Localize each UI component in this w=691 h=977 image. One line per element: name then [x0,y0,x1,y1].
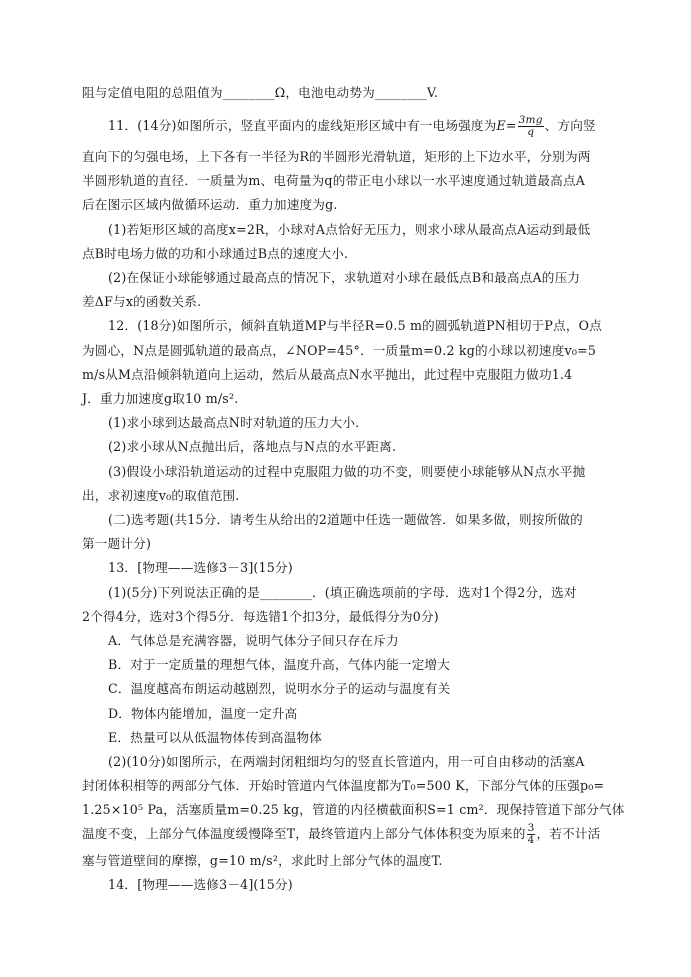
option-e: E．热量可以从低温物体传到高温物体 [108,730,323,745]
text-line: (1)若矩形区域的高度x=2R，小球对A点恰好无压力，则求小球从最高点A运动到最低 [108,222,591,237]
text-segment: 11．(14分)如图所示，竖直平面内的虚线矩形区域中有一电场强度为 [108,118,497,133]
fraction-numerator: 3 [527,822,535,834]
question-12-header: 12．(18分)如图所示，倾斜直轨道MP与半径R=0.5 m的圆弧轨道PN相切于P点，O点 [108,318,602,333]
text-segment: ，若不计活 [536,826,601,841]
fraction-numerator: 3mg [518,114,543,126]
text-line: 出，求初速度v₀的取值范围. [82,488,240,503]
fraction-3-over-4 [527,823,536,846]
text-segment: 温度不变，上部分气体温度缓慢降至T，最终管道内上部分气体体积变为原来的 [82,826,526,841]
text-line: 后在图示区域内做循环运动．重力加速度为g. [82,197,338,212]
option-c: C．温度越高布朗运动越剧烈，说明水分子的运动与温度有关 [108,681,451,696]
question-11-header [108,115,631,138]
text-line: (2)(10分)如图所示，在两端封闭粗细均匀的竖直长管道内，用一可自由移动的活塞A [108,754,585,769]
fraction-3mg-over-q [518,115,544,138]
section-heading: (二)选考题(共15分．请考生从给出的2道题中任选一题做答．如果多做，则按所做的 [108,512,583,527]
text-line: 差ΔF与x的函数关系. [82,294,202,309]
question-14-header: 14．[物理——选修3－4](15分) [108,877,293,892]
option-b: B．对于一定质量的理想气体，温度升高，气体内能一定增大 [108,657,451,672]
text-line: 为圆心，N点是圆弧轨道的最高点，∠NOP=45°．一质量m=0.2 kg的小球以初速度v₀=5 [82,343,597,358]
text-line: 阻与定值电阻的总阻值为________Ω，电池电动势为________V. [82,85,439,100]
formula-e: E= [496,118,517,133]
text-line: 第一题计分) [82,536,152,551]
text-line: (3)假设小球沿轨道运动的过程中克服阻力做的功不变，则要使小球能够从N点水平抛 [108,464,586,479]
text-line: (2)求小球从N点抛出后，落地点与N点的水平距离. [108,439,397,454]
text-line: J．重力加速度g取10 m/s². [82,391,239,406]
fraction-denominator: 4 [527,834,535,846]
option-a: A．气体总是充满容器，说明气体分子间只存在斥力 [108,633,399,648]
text-line: 塞与管道壁间的摩擦，g=10 m/s²，求此时上部分气体的温度T. [82,853,443,868]
text-line: 封闭体积相等的两部分气体．开始时管道内气体温度都为T₀=500 K，下部分气体的压强p₀= [82,778,605,793]
text-line: 1.25×10⁵ Pa，活塞质量m=0.25 kg，管道的内径横截面积S=1 cm²．现保持管道下部分气体 [82,802,625,817]
question-13-header: 13．[物理——选修3－3](15分) [108,560,293,575]
text-segment: 、方向竖 [544,118,596,133]
text-line: 2个得4分，选对3个得5分．每选错1个扣3分，最低得分为0分) [82,609,439,624]
fraction-denominator: q [527,126,535,138]
text-line: (1)(5分)下列说法正确的是________．(填正确选项前的字母．选对1个得2分，选对 [108,585,577,600]
text-line-with-fraction [82,823,631,846]
text-line: (2)在保证小球能够通过最高点的情况下，求轨道对小球在最低点B和最高点A的压力 [108,270,581,285]
text-line: 半圆形轨道的直径．一质量为m、电荷量为q的带正电小球以一水平速度通过轨道最高点A [82,173,586,188]
text-line: (1)求小球到达最高点N时对轨道的压力大小. [108,415,360,430]
text-line: 点B时电场力做的功和小球通过B点的速度大小. [82,246,349,261]
text-line: m/s从M点沿倾斜轨道向上运动，然后从最高点N水平抛出，此过程中克服阻力做功1.4 [82,367,573,382]
text-line: 直向下的匀强电场，上下各有一半径为R的半圆形光滑轨道，矩形的上下边水平，分别为两 [82,149,591,164]
option-d: D．物体内能增加，温度一定升高 [108,706,298,721]
